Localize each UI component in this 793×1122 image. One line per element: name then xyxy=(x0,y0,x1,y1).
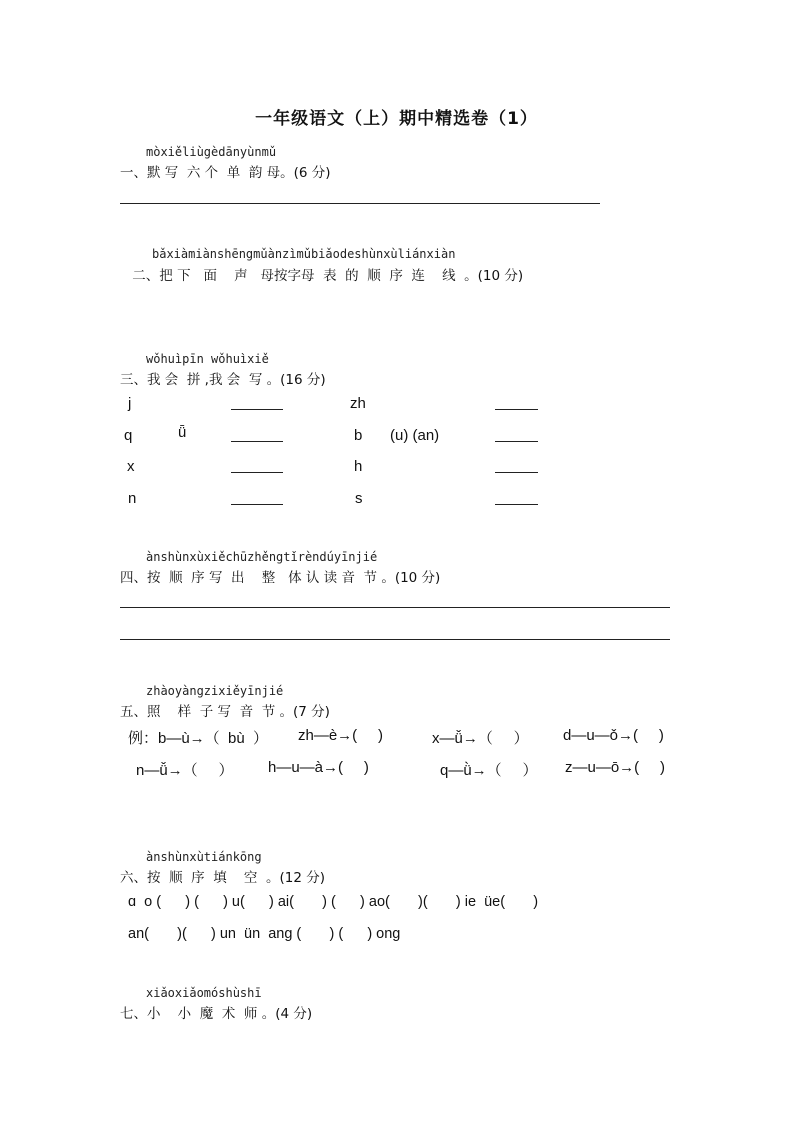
page-title: 一年级语文（上）期中精选卷（1） xyxy=(255,109,538,129)
s6-pinyin: ànshùnxùtiánkōng xyxy=(146,850,262,864)
s1-heading: 一、默 写 六 个 单 韵 母。(6 分) xyxy=(120,165,331,181)
s5-pinyin: zhàoyàngzixiěyīnjié xyxy=(146,684,284,698)
s1-pinyin: mòxiěliùgèdānyùnmǔ xyxy=(146,145,277,159)
s5-row1-item1: 例：b—ù→（ bù ） xyxy=(128,730,269,747)
s3-row3-left: x xyxy=(127,458,135,475)
s4-answer-line-1[interactable] xyxy=(120,607,670,608)
s3-heading: 三、我 会 拼 ,我 会 写 。(16 分) xyxy=(120,372,326,388)
s5-row1-item2: zh—è→( ) xyxy=(298,727,384,744)
s6-row2: an( )( ) un ün ang ( ) ( ) ong xyxy=(128,926,401,942)
s3-row4-left: n xyxy=(128,490,137,507)
s4-heading: 四、按 顺 序 写 出 整 体 认 读 音 节 。(10 分) xyxy=(120,570,441,586)
s3-row2-blank-left[interactable] xyxy=(231,441,283,442)
s3-pinyin: wǒhuìpīn wǒhuìxiě xyxy=(146,352,269,366)
s2-pinyin: bǎxiàmiànshēngmǔànzìmǔbiǎodeshùnxùliánxiàn xyxy=(152,247,456,261)
s3-row4-right: s xyxy=(355,490,363,507)
s3-row4-blank-right[interactable] xyxy=(495,504,538,505)
s4-answer-line-2[interactable] xyxy=(120,639,670,640)
s5-row2-item4: z—u—ō→( ) xyxy=(565,759,666,776)
s5-heading: 五、照 样 子 写 音 节 。(7 分) xyxy=(120,704,330,720)
s3-row3-blank-left[interactable] xyxy=(231,472,283,473)
s3-row1-blank-left[interactable] xyxy=(231,409,283,410)
s3-row1-right: zh xyxy=(350,395,366,412)
s7-pinyin: xiǎoxiǎomóshùshī xyxy=(146,986,262,1000)
s3-row1-left: j xyxy=(128,395,132,412)
s3-row2-blank-right[interactable] xyxy=(495,441,538,442)
s5-row2-item2: h—u—à→( ) xyxy=(268,759,369,776)
s3-row3-right: h xyxy=(354,458,363,475)
s3-row3-blank-right[interactable] xyxy=(495,472,538,473)
s3-row4-blank-left[interactable] xyxy=(231,504,283,505)
s4-pinyin: ànshùnxùxiěchūzhěngtǐrèndúyīnjié xyxy=(146,550,378,564)
s3-row2-left: q xyxy=(124,427,133,444)
s3-row1-blank-right[interactable] xyxy=(495,409,538,410)
s1-answer-line[interactable] xyxy=(120,203,600,204)
s3-row2-right-extra: (u) (an) xyxy=(390,427,440,444)
s5-row2-item1: n—ǚ→（ ） xyxy=(136,762,234,779)
s2-heading: 二、把 下 面 声 母按字母 表 的 顺 序 连 线 。(10 分) xyxy=(128,268,524,284)
s5-row2-item3: q—ǜ→（ ） xyxy=(440,762,538,779)
s6-heading: 六、按 顺 序 填 空 。(12 分) xyxy=(120,870,325,886)
s3-row2-mid: ǖ xyxy=(178,424,187,441)
s3-row2-right: b xyxy=(354,427,363,444)
s5-row1-item4: d—u—ǒ→( ) xyxy=(563,727,664,744)
s7-heading: 七、小 小 魔 术 师 。(4 分) xyxy=(120,1006,313,1022)
s5-row1-item3: x—ǚ→（ ） xyxy=(432,730,529,747)
s6-row1: ɑ o ( ) ( ) u( ) ai( ) ( ) ao( )( ) ie üe( ) xyxy=(128,894,539,910)
